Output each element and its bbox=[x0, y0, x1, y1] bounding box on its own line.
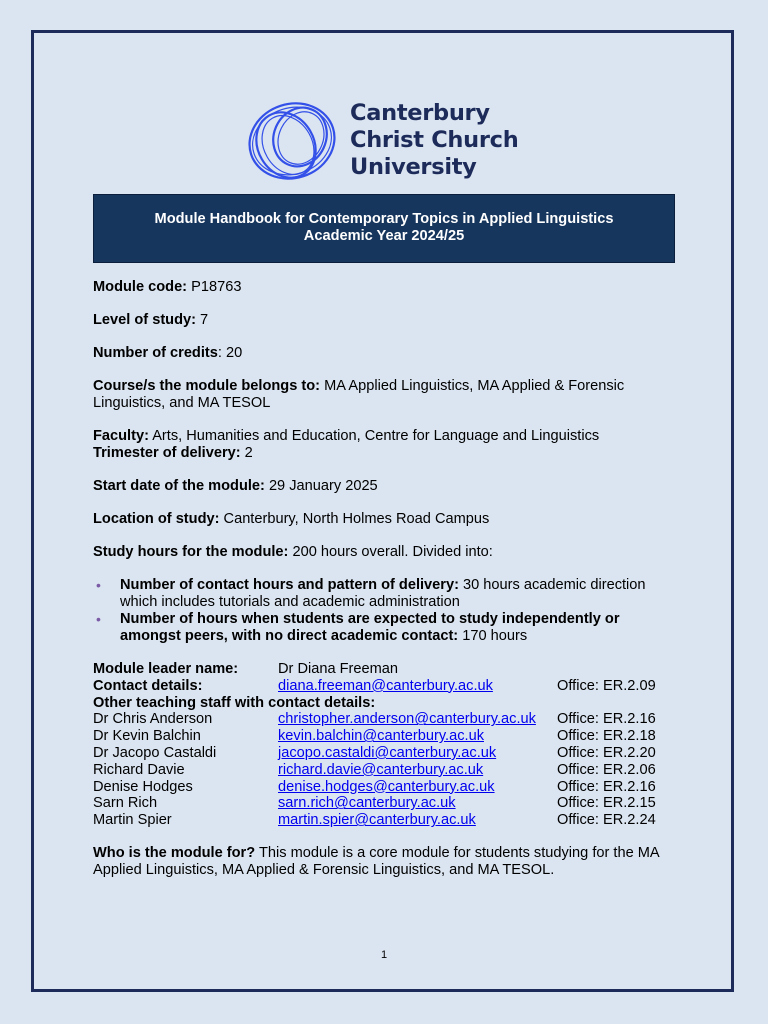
university-name-line3: University bbox=[350, 154, 477, 180]
table-row bbox=[93, 711, 656, 728]
other-staff-heading: Other teaching staff with contact details: bbox=[93, 694, 376, 711]
staff-name: Denise Hodges bbox=[93, 778, 193, 795]
trimester-row bbox=[93, 445, 683, 462]
start-date-row bbox=[93, 478, 683, 495]
list-item bbox=[93, 611, 683, 645]
start-date-label: Start date of the module: bbox=[93, 478, 265, 494]
level-label: Level of study: bbox=[93, 312, 196, 328]
courses-value: MA Applied Linguistics, MA Applied & Forensic Linguistics, and MA TESOL bbox=[93, 378, 625, 411]
faculty-row bbox=[93, 428, 683, 445]
level-value: 7 bbox=[195, 312, 209, 328]
university-emblem-icon bbox=[246, 97, 342, 187]
trimester-value: 2 bbox=[240, 445, 253, 461]
bullet-icon: • bbox=[96, 611, 101, 627]
credits-value: : 20 bbox=[217, 345, 243, 361]
staff-email-link[interactable]: richard.davie@canterbury.ac.uk bbox=[278, 761, 484, 778]
trimester-label: Trimester of delivery: bbox=[93, 445, 241, 461]
table-row bbox=[93, 695, 656, 712]
handbook-title: Module Handbook for Contemporary Topics in Applied Linguistics bbox=[154, 211, 614, 227]
contact-hours-label: Number of contact hours and pattern of delivery: bbox=[120, 577, 459, 593]
contact-details-label: Contact details: bbox=[93, 677, 203, 694]
location-value: Canterbury, North Holmes Road Campus bbox=[219, 511, 490, 527]
independent-hours-value: 170 hours bbox=[458, 628, 528, 644]
staff-name: Dr Chris Anderson bbox=[93, 711, 213, 728]
start-date-value: 29 January 2025 bbox=[264, 478, 378, 494]
table-row bbox=[93, 678, 656, 695]
study-hours-row bbox=[93, 544, 683, 561]
staff-name: Dr Kevin Balchin bbox=[93, 728, 201, 745]
handbook-title-banner bbox=[93, 194, 675, 263]
staff-office: Office: ER.2.18 bbox=[557, 728, 656, 745]
university-name-line1: Canterbury bbox=[350, 100, 490, 126]
study-hours-label: Study hours for the module: bbox=[93, 544, 289, 560]
table-row bbox=[93, 812, 656, 829]
staff-office: Office: ER.2.16 bbox=[557, 778, 656, 795]
faculty-value: Arts, Humanities and Education, Centre for Language and Linguistics bbox=[148, 428, 600, 444]
leader-email-link[interactable]: diana.freeman@canterbury.ac.uk bbox=[278, 677, 493, 694]
staff-email-link[interactable]: christopher.anderson@canterbury.ac.uk bbox=[278, 711, 536, 728]
staff-email-link[interactable]: sarn.rich@canterbury.ac.uk bbox=[278, 795, 456, 812]
faculty-label: Faculty: bbox=[93, 428, 149, 444]
list-item bbox=[93, 577, 683, 611]
module-leader-name: Dr Diana Freeman bbox=[278, 661, 399, 677]
study-hours-value: 200 hours overall. Divided into: bbox=[288, 544, 493, 560]
staff-email-link[interactable]: martin.spier@canterbury.ac.uk bbox=[278, 812, 476, 829]
credits-label: Number of credits bbox=[93, 345, 218, 361]
staff-office: Office: ER.2.24 bbox=[557, 812, 656, 829]
module-leader-label: Module leader name: bbox=[93, 661, 239, 677]
who-for-label: Who is the module for? bbox=[93, 844, 256, 861]
staff-name: Martin Spier bbox=[93, 812, 172, 829]
table-row bbox=[93, 661, 656, 678]
university-logo bbox=[246, 97, 546, 187]
staff-office: Office: ER.2.16 bbox=[557, 711, 656, 728]
staff-office: Office: ER.2.15 bbox=[557, 795, 656, 812]
contact-hours-value: 30 hours academic direction which includes tutorials and academic administration bbox=[120, 577, 646, 610]
staff-email-link[interactable]: kevin.balchin@canterbury.ac.uk bbox=[278, 728, 484, 745]
table-row bbox=[93, 745, 656, 762]
who-for-row bbox=[93, 845, 683, 879]
independent-hours-label: Number of hours when students are expected to study independently or amongst peers, with no direct academic contact: bbox=[120, 611, 620, 644]
table-row bbox=[93, 728, 656, 745]
who-for-value: This module is a core module for students studying for the MA Applied Linguistics, MA Applied & Forensic Linguistics, and MA TESOL. bbox=[93, 844, 659, 878]
table-row bbox=[93, 795, 656, 812]
module-details bbox=[93, 279, 683, 895]
staff-office: Office: ER.2.06 bbox=[557, 761, 656, 778]
staff-name: Richard Davie bbox=[93, 761, 185, 778]
bullet-icon: • bbox=[96, 577, 101, 593]
staff-name: Sarn Rich bbox=[93, 795, 158, 812]
leader-office: Office: ER.2.09 bbox=[557, 677, 656, 694]
level-row bbox=[93, 312, 683, 329]
university-name-line2: Christ Church bbox=[350, 127, 519, 153]
location-row bbox=[93, 511, 683, 528]
university-name bbox=[350, 100, 518, 181]
study-hours-list bbox=[93, 577, 683, 645]
staff-name: Dr Jacopo Castaldi bbox=[93, 744, 217, 761]
courses-row bbox=[93, 378, 683, 412]
module-code-row bbox=[93, 279, 683, 296]
location-label: Location of study: bbox=[93, 511, 220, 527]
credits-row bbox=[93, 345, 683, 362]
module-code-label: Module code: bbox=[93, 279, 188, 295]
table-row bbox=[93, 779, 656, 796]
module-code-value: P18763 bbox=[187, 279, 242, 295]
page-number: 1 bbox=[380, 949, 388, 961]
staff-contact-table bbox=[93, 661, 656, 829]
staff-email-link[interactable]: denise.hodges@canterbury.ac.uk bbox=[278, 778, 495, 795]
courses-label: Course/s the module belongs to: bbox=[93, 378, 321, 394]
staff-email-link[interactable]: jacopo.castaldi@canterbury.ac.uk bbox=[278, 744, 497, 761]
staff-office: Office: ER.2.20 bbox=[557, 744, 656, 761]
academic-year: Academic Year 2024/25 bbox=[303, 228, 465, 244]
table-row bbox=[93, 762, 656, 779]
